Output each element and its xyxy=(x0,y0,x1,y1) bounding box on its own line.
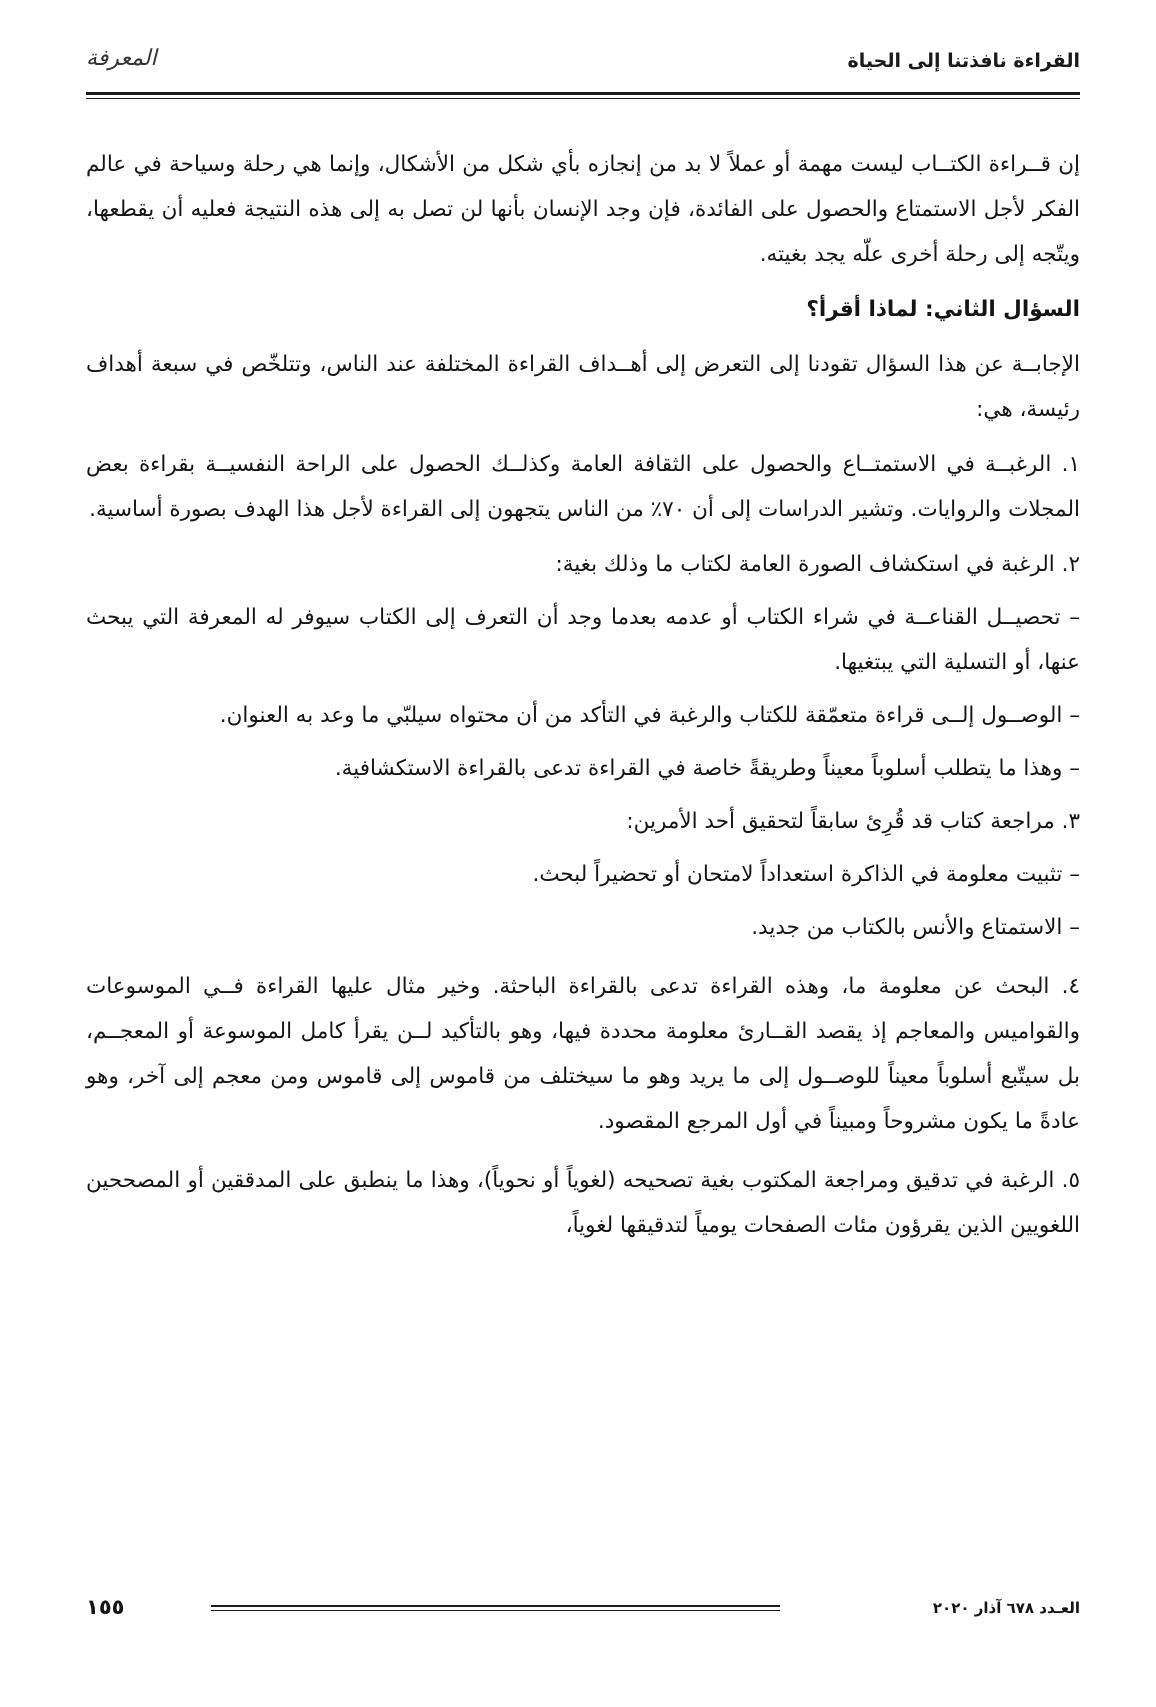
list-item-5: ٥. الرغبة في تدقيق ومراجعة المكتوب بغية تصحيحه (لغوياً أو نحوياً)، وهذا ما ينطبق على المدققين أو المصححين اللغويين الذين يقرؤون مئات الصفحات يومياً لتدقيقها لغوياً، xyxy=(86,1168,1080,1238)
footer-rule xyxy=(211,1605,780,1613)
header-rule xyxy=(86,92,1080,95)
journal-logo: المعرفة xyxy=(86,46,157,71)
sub-item: – تحصيــل القناعــة في شراء الكتاب أو عدمه بعدما وجد أن التعرف إلى الكتاب سيوفر له المعرفة التي يبحث عنها، أو التسلية التي يبتغيها. xyxy=(86,605,1080,675)
list-item-2: ٢. الرغبة في استكشاف الصورة العامة لكتاب ما وذلك بغية: xyxy=(555,552,1080,577)
sub-item: – وهذا ما يتطلب أسلوباً معيناً وطريقةً خاصة في القراءة تدعى بالقراءة الاستكشافية. xyxy=(334,756,1080,781)
issue-label: العـدد ٦٧٨ آذار ٢٠٢٠ xyxy=(932,1599,1080,1617)
list-item-4: ٤. البحث عن معلومة ما، وهذه القراءة تدعى بالقراءة الباحثة. وخير مثال عليها القراءة فــي الموسوعات والقواميس والمعاجم إذ يقصد القــارئ معلومة محددة فيها، وهو بالتأكيد لــن يقرأ كامل الموسوعة أو المعجــم، بل سيتّبع أسلوباً معيناً للوصــول إلى ما يريد وهو ما سيختلف من قاموس إلى قاموس ومن معجم إلى آخر، وهو عادةً ما يكون مشروحاً ومبيناً في أول المرجع المقصود. xyxy=(86,974,1080,1134)
article-body xyxy=(86,142,1080,1258)
sub-item: – الاستمتاع والأنس بالكتاب من جديد. xyxy=(751,915,1080,940)
header-rule-thin xyxy=(86,98,1080,99)
page-number: ١٥٥ xyxy=(86,1595,125,1619)
list-item-1: ١. الرغبــة في الاستمتــاع والحصول على الثقافة العامة وكذلــك الحصول على الراحة النفسيــة بقراءة بعض المجلات والروايات. وتشير الدراسات إلى أن ٧٠٪ من الناس يتجهون إلى القراءة لأجل هذا الهدف بصورة أساسية. xyxy=(86,452,1080,522)
sub-item: – تثبيت معلومة في الذاكرة استعداداً لامتحان أو تحضيراً لبحث. xyxy=(532,862,1080,887)
section-question: السؤال الثاني: لماذا أقرأ؟ xyxy=(806,297,1080,322)
page-header xyxy=(86,46,1080,86)
paragraph-answer: الإجابــة عن هذا السؤال تقودنا إلى التعرض إلى أهــداف القراءة المختلفة عند الناس، وتتلخّص في سبعة أهداف رئيسة، هي: xyxy=(86,352,1080,422)
list-item-3: ٣. مراجعة كتاب قد قُرِئ سابقاً لتحقيق أحد الأمرين: xyxy=(626,809,1080,834)
running-title: القراءة نافذتنا إلى الحياة xyxy=(847,50,1080,72)
sub-item: – الوصــول إلــى قراءة متعمّقة للكتاب والرغبة في التأكد من أن محتواه سيلبّي ما وعد به العنوان. xyxy=(219,703,1080,728)
page-footer xyxy=(86,1597,1080,1627)
paragraph-intro: إن قــراءة الكتــاب ليست مهمة أو عملاً لا بد من إنجازه بأي شكل من الأشكال، وإنما هي رحلة وسياحة في عالم الفكر لأجل الاستمتاع والحصول على الفائدة، فإن وجد الإنسان بأنها لن تصل به إلى هذه النتيجة فعليه أن يقطعها، ويتّجه إلى رحلة أخرى علّه يجد بغيته. xyxy=(86,152,1080,267)
